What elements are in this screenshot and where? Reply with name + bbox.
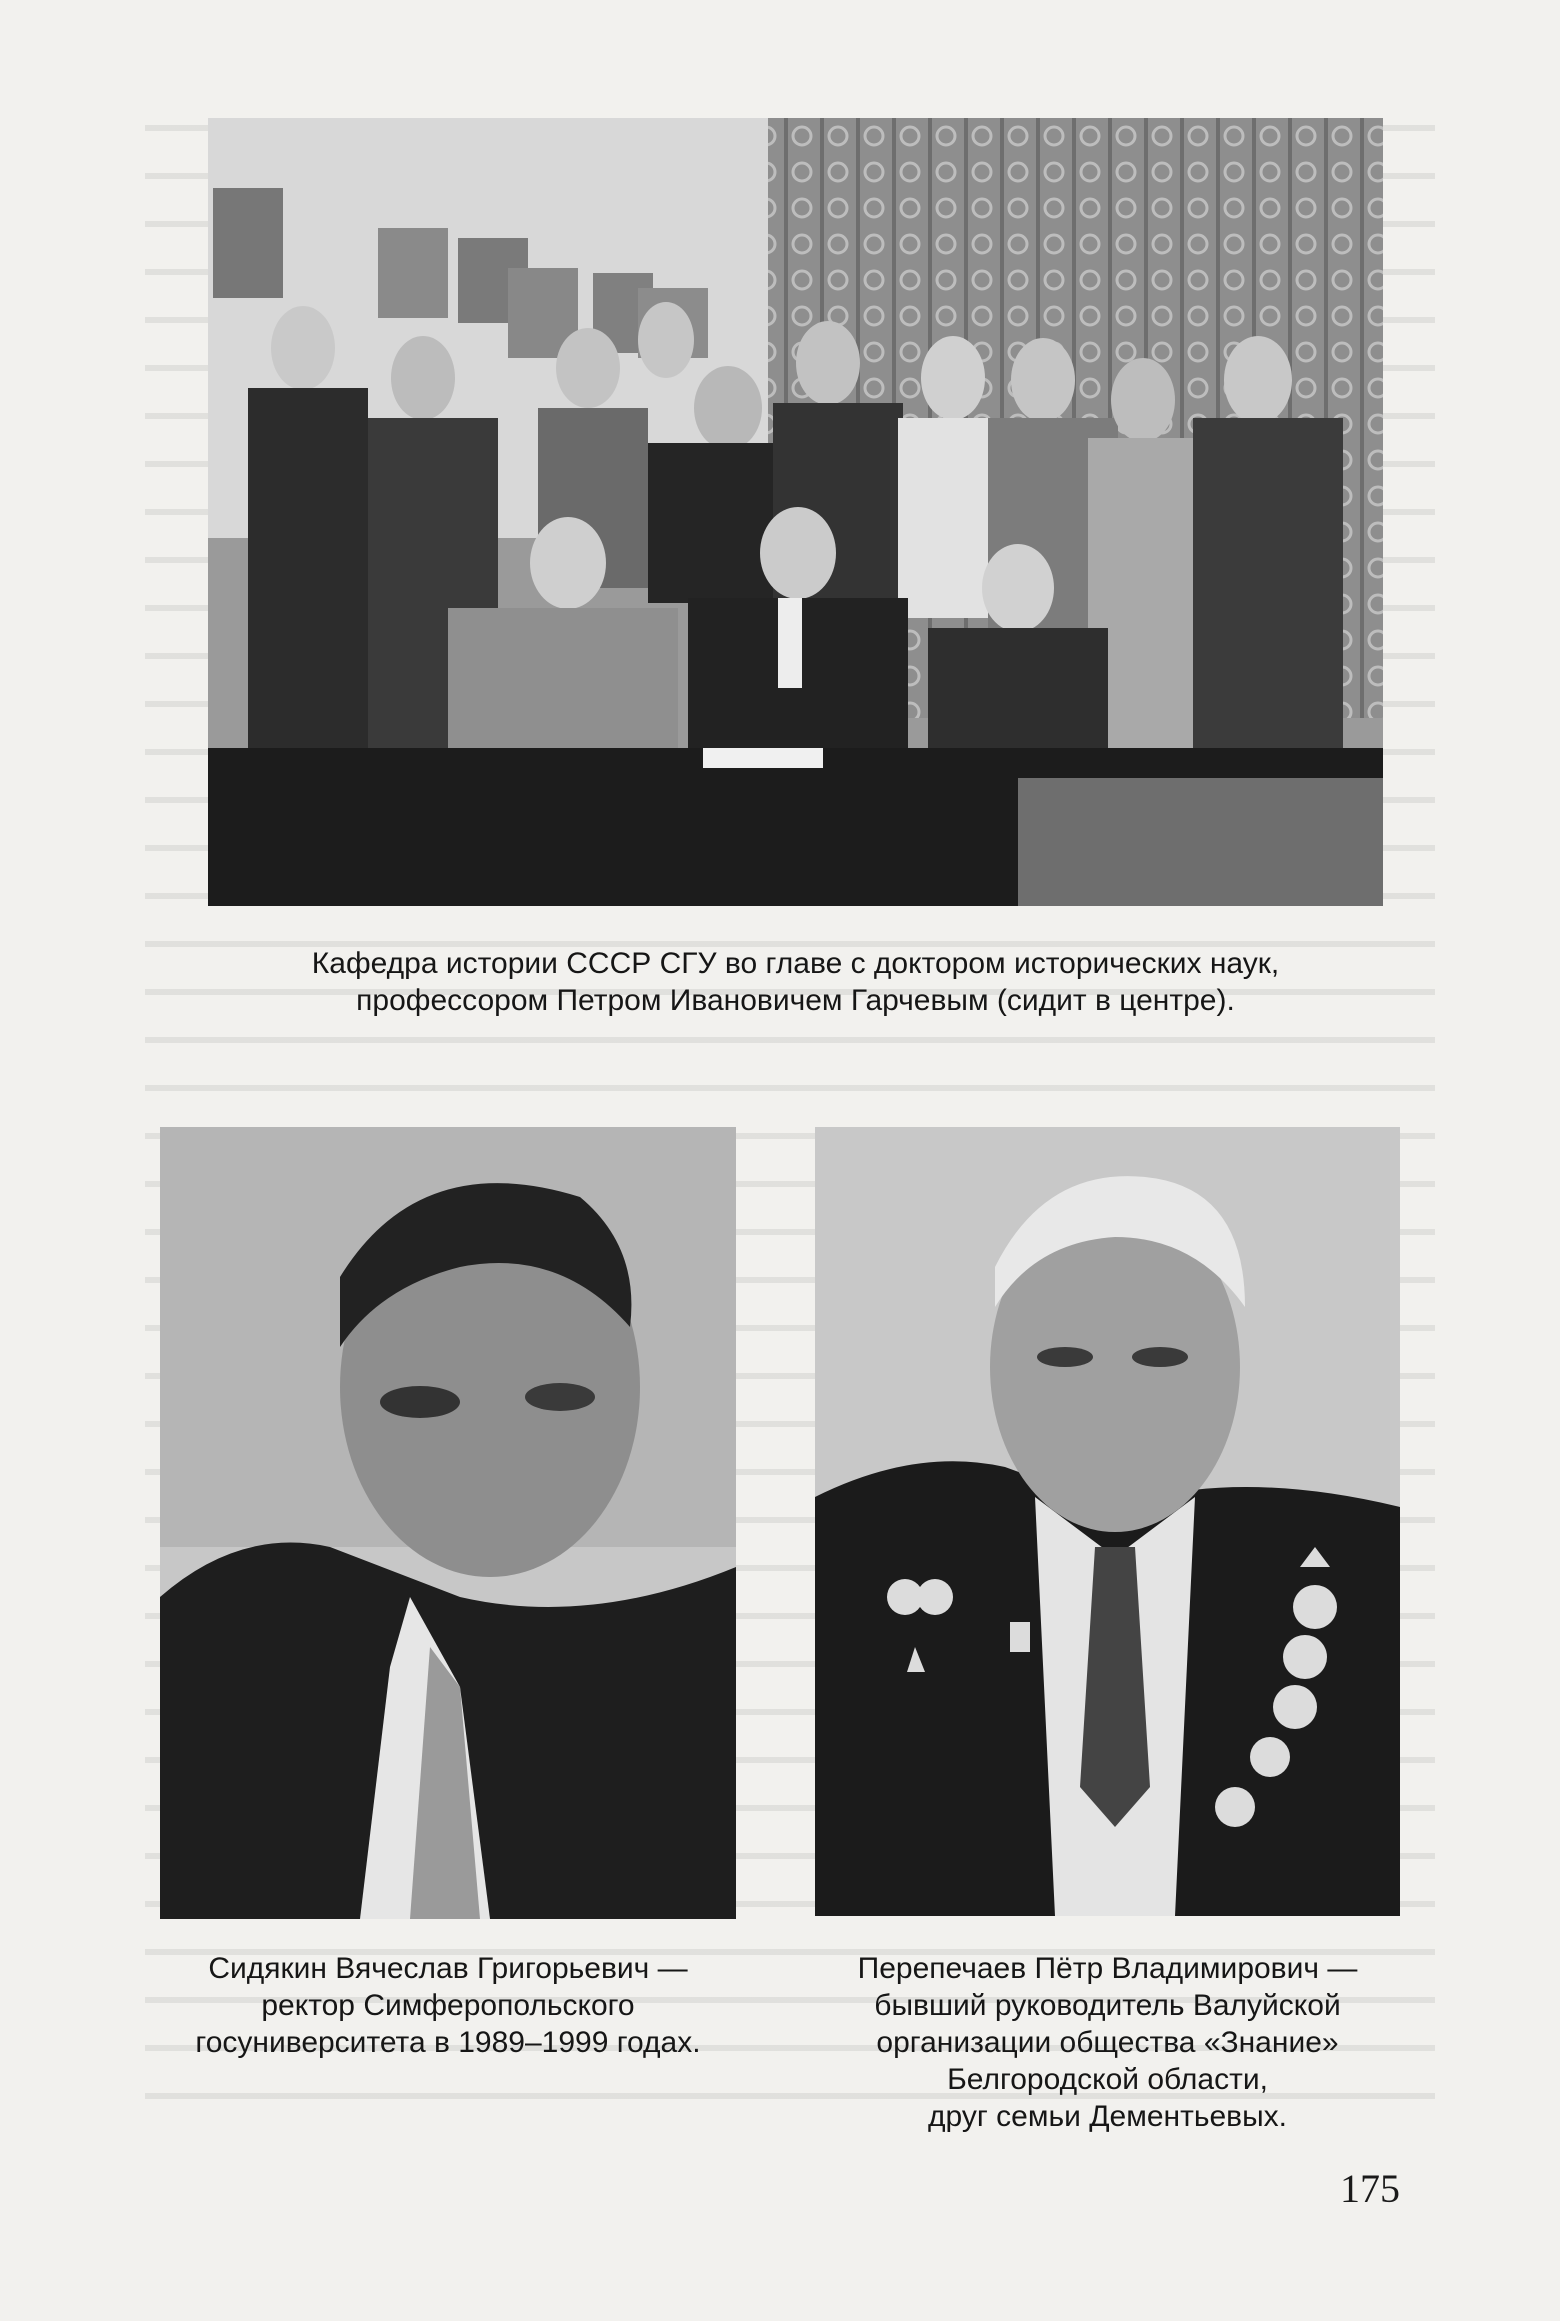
group-photo-image — [208, 118, 1383, 906]
caption-line: ректор Симферопольского — [261, 1989, 635, 2022]
caption-line: Перепечаев Пётр Владимирович — — [857, 1952, 1358, 1985]
portrait-caption-sidyakin — [130, 1950, 766, 2061]
caption-line: организации общества «Знание» — [876, 2026, 1339, 2059]
caption-line: друг семьи Дементьевых. — [928, 2100, 1287, 2133]
caption-line: госуниверситета в 1989–1999 годах. — [195, 2026, 701, 2059]
caption-line: Белгородской области, — [947, 2063, 1268, 2096]
portrait-photo-sidyakin — [160, 1127, 736, 1919]
portrait-image-sidyakin — [160, 1127, 736, 1919]
caption-line: профессором Петром Ивановичем Гарчевым (сидит в центре). — [356, 984, 1235, 1017]
page-number: 175 — [1340, 2166, 1400, 2211]
group-photo-caption — [208, 945, 1383, 1019]
portrait-caption-perepechaev — [790, 1950, 1425, 2135]
caption-line: Сидякин Вячеслав Григорьевич — — [208, 1952, 688, 1985]
group-photo — [208, 118, 1383, 906]
portrait-image-perepechaev — [815, 1127, 1400, 1916]
portrait-photo-perepechaev — [815, 1127, 1400, 1916]
caption-line: Кафедра истории СССР СГУ во главе с доктором исторических наук, — [311, 947, 1280, 980]
caption-line: бывший руководитель Валуйской — [874, 1989, 1341, 2022]
